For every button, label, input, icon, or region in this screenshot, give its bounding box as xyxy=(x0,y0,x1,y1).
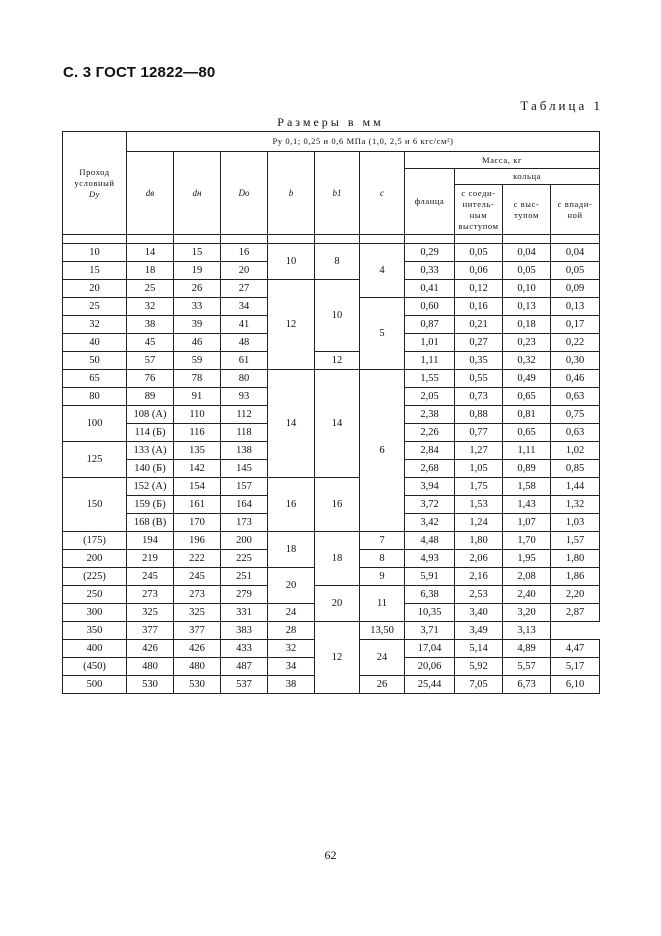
col-header-rings: кольца xyxy=(455,169,600,185)
col-header-c: c xyxy=(360,152,405,235)
cell-mass-flange: 4,48 xyxy=(405,532,455,550)
table-row xyxy=(63,532,600,550)
cell-Do: 251 xyxy=(221,568,268,586)
page-header: С. 3 ГОСТ 12822—80 xyxy=(63,64,216,81)
cell-dv: 377 xyxy=(127,622,174,640)
cell-dn: 426 xyxy=(174,640,221,658)
cell-dn: 46 xyxy=(174,334,221,352)
cell-b1: 24 xyxy=(360,640,405,676)
cell-dn: 196 xyxy=(174,532,221,550)
cell-dn: 19 xyxy=(174,262,221,280)
cell-dy: 125 xyxy=(63,442,127,478)
col-header-dv: dв xyxy=(127,152,174,235)
cell-mass-proj: 0,05 xyxy=(503,262,551,280)
cell-dy: (450) xyxy=(63,658,127,676)
cell-dy: 50 xyxy=(63,352,127,370)
cell-c: 4 xyxy=(360,244,405,298)
cell-dv: 245 xyxy=(127,568,174,586)
cell-dv: 32 xyxy=(127,298,174,316)
cell-dy: 40 xyxy=(63,334,127,352)
cell-mass-conn: 2,16 xyxy=(455,568,503,586)
cell-Do: 383 xyxy=(221,622,268,640)
cell-mass-conn: 0,55 xyxy=(455,370,503,388)
cell-dy: 32 xyxy=(63,316,127,334)
cell-dy: 15 xyxy=(63,262,127,280)
cell-dn: 33 xyxy=(174,298,221,316)
cell-mass-recess: 0,22 xyxy=(551,334,600,352)
col-header-dn: dн xyxy=(174,152,221,235)
cell-Do: 16 xyxy=(221,244,268,262)
cell-dv: 18 xyxy=(127,262,174,280)
cell-b: 12 xyxy=(268,280,315,370)
cell-Do: 433 xyxy=(221,640,268,658)
cell-mass-proj: 1,07 xyxy=(503,514,551,532)
col-header-with-proj: с выс-тупом xyxy=(503,185,551,235)
cell-dv: 57 xyxy=(127,352,174,370)
cell-dy: 250 xyxy=(63,586,127,604)
table-row xyxy=(63,244,600,262)
cell-mass-recess: 2,20 xyxy=(551,586,600,604)
cell-mass-proj: 0,49 xyxy=(503,370,551,388)
cell-mass-proj: 3,20 xyxy=(503,604,551,622)
cell-dy: 350 xyxy=(63,622,127,640)
table-row xyxy=(63,622,600,640)
cell-mass-proj: 3,49 xyxy=(455,622,503,640)
cell-b: 34 xyxy=(268,658,315,676)
cell-mass-conn: 0,06 xyxy=(455,262,503,280)
cell-mass-flange: 0,41 xyxy=(405,280,455,298)
cell-dv: 114 (Б) xyxy=(127,424,174,442)
cell-Do: 118 xyxy=(221,424,268,442)
cell-mass-recess: 0,13 xyxy=(551,298,600,316)
cell-b1: 16 xyxy=(315,478,360,532)
cell-mass-recess: 0,17 xyxy=(551,316,600,334)
cell-dv: 325 xyxy=(127,604,174,622)
cell-mass-conn: 3,71 xyxy=(405,622,455,640)
cell-dv: 219 xyxy=(127,550,174,568)
cell-dy: 65 xyxy=(63,370,127,388)
cell-dv: 89 xyxy=(127,388,174,406)
col-header-flange: фланца xyxy=(405,169,455,235)
cell-mass-proj: 0,10 xyxy=(503,280,551,298)
cell-mass-proj: 1,43 xyxy=(503,496,551,514)
cell-mass-conn: 1,53 xyxy=(455,496,503,514)
cell-mass-flange: 1,01 xyxy=(405,334,455,352)
cell-dv: 14 xyxy=(127,244,174,262)
cell-b: 20 xyxy=(268,568,315,604)
cell-mass-recess: 0,85 xyxy=(551,460,600,478)
cell-dn: 15 xyxy=(174,244,221,262)
cell-dy: 150 xyxy=(63,478,127,532)
cell-mass-flange: 25,44 xyxy=(405,676,455,694)
table-row xyxy=(63,478,600,496)
cell-mass-proj: 0,23 xyxy=(503,334,551,352)
cell-c: 12 xyxy=(315,622,360,694)
cell-mass-conn: 5,92 xyxy=(455,658,503,676)
cell-mass-conn: 0,12 xyxy=(455,280,503,298)
col-header-with-conn: с соеди-нитель-ным выступом xyxy=(455,185,503,235)
cell-dn: 39 xyxy=(174,316,221,334)
cell-dy: 200 xyxy=(63,550,127,568)
table-row xyxy=(63,280,600,298)
cell-mass-conn: 1,24 xyxy=(455,514,503,532)
cell-mass-recess: 2,87 xyxy=(551,604,600,622)
table-caption: Размеры в мм xyxy=(277,115,384,129)
cell-mass-flange: 3,72 xyxy=(405,496,455,514)
cell-mass-proj: 0,04 xyxy=(503,244,551,262)
cell-mass-flange: 0,87 xyxy=(405,316,455,334)
cell-Do: 61 xyxy=(221,352,268,370)
cell-c: 8 xyxy=(360,550,405,568)
cell-mass-recess: 1,03 xyxy=(551,514,600,532)
cell-Do: 112 xyxy=(221,406,268,424)
cell-mass-flange: 3,94 xyxy=(405,478,455,496)
cell-mass-recess: 0,09 xyxy=(551,280,600,298)
cell-Do: 93 xyxy=(221,388,268,406)
cell-mass-conn: 7,05 xyxy=(455,676,503,694)
cell-mass-flange: 0,60 xyxy=(405,298,455,316)
cell-mass-proj: 1,95 xyxy=(503,550,551,568)
cell-mass-conn: 1,75 xyxy=(455,478,503,496)
cell-b1: 26 xyxy=(360,676,405,694)
cell-mass-recess: 4,47 xyxy=(551,640,600,658)
cell-mass-proj: 0,81 xyxy=(503,406,551,424)
cell-mass-conn: 0,05 xyxy=(455,244,503,262)
cell-dn: 116 xyxy=(174,424,221,442)
cell-Do: 173 xyxy=(221,514,268,532)
cell-mass-conn: 1,27 xyxy=(455,442,503,460)
cell-Do: 20 xyxy=(221,262,268,280)
col-header-with-recess: с впади-ной xyxy=(551,185,600,235)
pressure-header: Pу 0,1; 0,25 и 0,6 МПа (1,0, 2,5 и 6 кгс/см²) xyxy=(127,132,600,152)
cell-mass-conn: 3,40 xyxy=(455,604,503,622)
dy-symbol: Dу xyxy=(88,188,101,199)
cell-mass-recess: 0,30 xyxy=(551,352,600,370)
table-row xyxy=(63,586,600,604)
cell-mass-proj: 0,18 xyxy=(503,316,551,334)
cell-mass-flange: 2,38 xyxy=(405,406,455,424)
cell-mass-proj: 0,65 xyxy=(503,424,551,442)
cell-mass-recess: 1,44 xyxy=(551,478,600,496)
cell-mass-recess: 3,13 xyxy=(503,622,551,640)
cell-dy: 500 xyxy=(63,676,127,694)
cell-dn: 170 xyxy=(174,514,221,532)
cell-dn: 222 xyxy=(174,550,221,568)
cell-mass-recess: 0,75 xyxy=(551,406,600,424)
cell-mass-conn: 0,35 xyxy=(455,352,503,370)
cell-mass-conn: 0,77 xyxy=(455,424,503,442)
cell-Do: 225 xyxy=(221,550,268,568)
cell-dy: 100 xyxy=(63,406,127,442)
cell-dn: 59 xyxy=(174,352,221,370)
col-header-passage xyxy=(63,132,127,235)
cell-dv: 140 (Б) xyxy=(127,460,174,478)
cell-mass-proj: 0,32 xyxy=(503,352,551,370)
cell-dn: 110 xyxy=(174,406,221,424)
cell-b: 16 xyxy=(268,478,315,532)
cell-dv: 480 xyxy=(127,658,174,676)
cell-c: 11 xyxy=(360,586,405,622)
cell-mass-proj: 2,08 xyxy=(503,568,551,586)
cell-dv: 152 (А) xyxy=(127,478,174,496)
passage-label: Проход условный xyxy=(74,166,115,188)
cell-dn: 26 xyxy=(174,280,221,298)
cell-mass-proj: 0,13 xyxy=(503,298,551,316)
cell-Do: 279 xyxy=(221,586,268,604)
cell-Do: 138 xyxy=(221,442,268,460)
cell-b1: 12 xyxy=(315,352,360,370)
table-row xyxy=(63,352,600,370)
cell-dn: 325 xyxy=(174,604,221,622)
cell-Do: 157 xyxy=(221,478,268,496)
cell-dn: 480 xyxy=(174,658,221,676)
cell-mass-conn: 1,80 xyxy=(455,532,503,550)
cell-b: 38 xyxy=(268,676,315,694)
cell-mass-conn: 0,21 xyxy=(455,316,503,334)
cell-mass-proj: 0,65 xyxy=(503,388,551,406)
cell-mass-flange: 2,05 xyxy=(405,388,455,406)
cell-dy: 80 xyxy=(63,388,127,406)
cell-Do: 331 xyxy=(221,604,268,622)
cell-mass-recess: 0,63 xyxy=(551,424,600,442)
cell-mass-proj: 2,40 xyxy=(503,586,551,604)
page-number: 62 xyxy=(324,848,337,862)
cell-dv: 530 xyxy=(127,676,174,694)
cell-b1: 14 xyxy=(315,370,360,478)
cell-mass-conn: 1,05 xyxy=(455,460,503,478)
cell-dn: 273 xyxy=(174,586,221,604)
cell-c: 9 xyxy=(360,568,405,586)
cell-dn: 78 xyxy=(174,370,221,388)
cell-mass-flange: 2,26 xyxy=(405,424,455,442)
cell-mass-conn: 0,16 xyxy=(455,298,503,316)
cell-mass-recess: 5,17 xyxy=(551,658,600,676)
cell-dy: 300 xyxy=(63,604,127,622)
cell-Do: 41 xyxy=(221,316,268,334)
cell-Do: 80 xyxy=(221,370,268,388)
cell-dy: (175) xyxy=(63,532,127,550)
cell-mass-flange: 17,04 xyxy=(405,640,455,658)
cell-Do: 34 xyxy=(221,298,268,316)
cell-mass-recess: 0,46 xyxy=(551,370,600,388)
cell-b1: 8 xyxy=(315,244,360,280)
table-label: Таблица 1 xyxy=(520,98,603,113)
cell-mass-recess: 1,02 xyxy=(551,442,600,460)
cell-Do: 27 xyxy=(221,280,268,298)
cell-dy: 10 xyxy=(63,244,127,262)
cell-dv: 76 xyxy=(127,370,174,388)
cell-dn: 530 xyxy=(174,676,221,694)
cell-mass-recess: 1,86 xyxy=(551,568,600,586)
cell-dn: 154 xyxy=(174,478,221,496)
cell-mass-flange: 13,50 xyxy=(360,622,405,640)
cell-mass-flange: 20,06 xyxy=(405,658,455,676)
cell-dv: 159 (Б) xyxy=(127,496,174,514)
cell-b: 14 xyxy=(268,370,315,478)
cell-dy: 20 xyxy=(63,280,127,298)
cell-mass-flange: 5,91 xyxy=(405,568,455,586)
cell-dv: 45 xyxy=(127,334,174,352)
cell-mass-flange: 4,93 xyxy=(405,550,455,568)
cell-mass-recess: 1,32 xyxy=(551,496,600,514)
cell-mass-proj: 1,70 xyxy=(503,532,551,550)
cell-mass-recess: 1,80 xyxy=(551,550,600,568)
cell-mass-conn: 2,06 xyxy=(455,550,503,568)
cell-c: 6 xyxy=(360,370,405,532)
cell-dv: 194 xyxy=(127,532,174,550)
cell-b1: 18 xyxy=(315,532,360,586)
cell-c: 5 xyxy=(360,298,405,370)
cell-mass-proj: 6,73 xyxy=(503,676,551,694)
col-header-Do: Dо xyxy=(221,152,268,235)
cell-c: 7 xyxy=(360,532,405,550)
cell-dy: (225) xyxy=(63,568,127,586)
cell-mass-flange: 6,38 xyxy=(405,586,455,604)
cell-dn: 142 xyxy=(174,460,221,478)
col-header-b: b xyxy=(268,152,315,235)
cell-mass-flange: 2,84 xyxy=(405,442,455,460)
cell-dn: 91 xyxy=(174,388,221,406)
cell-Do: 537 xyxy=(221,676,268,694)
dimensions-table xyxy=(62,131,600,694)
cell-Do: 200 xyxy=(221,532,268,550)
cell-dv: 273 xyxy=(127,586,174,604)
cell-mass-recess: 0,05 xyxy=(551,262,600,280)
cell-mass-proj: 1,58 xyxy=(503,478,551,496)
cell-b: 18 xyxy=(268,532,315,568)
cell-dv: 426 xyxy=(127,640,174,658)
cell-dy: 400 xyxy=(63,640,127,658)
cell-Do: 48 xyxy=(221,334,268,352)
cell-dv: 168 (В) xyxy=(127,514,174,532)
cell-mass-proj: 5,57 xyxy=(503,658,551,676)
cell-mass-flange: 10,35 xyxy=(405,604,455,622)
cell-mass-flange: 2,68 xyxy=(405,460,455,478)
cell-Do: 164 xyxy=(221,496,268,514)
cell-mass-recess: 6,10 xyxy=(551,676,600,694)
cell-mass-flange: 1,11 xyxy=(405,352,455,370)
cell-mass-conn: 0,27 xyxy=(455,334,503,352)
cell-mass-conn: 0,88 xyxy=(455,406,503,424)
cell-mass-flange: 1,55 xyxy=(405,370,455,388)
cell-b1: 10 xyxy=(315,280,360,352)
cell-dv: 25 xyxy=(127,280,174,298)
cell-dn: 135 xyxy=(174,442,221,460)
cell-dv: 133 (А) xyxy=(127,442,174,460)
cell-b: 28 xyxy=(268,622,315,640)
cell-dy: 25 xyxy=(63,298,127,316)
cell-b: 10 xyxy=(268,244,315,280)
cell-dn: 377 xyxy=(174,622,221,640)
cell-mass-flange: 0,29 xyxy=(405,244,455,262)
cell-mass-recess: 1,57 xyxy=(551,532,600,550)
cell-b: 24 xyxy=(268,604,315,622)
cell-mass-proj: 0,89 xyxy=(503,460,551,478)
cell-mass-proj: 4,89 xyxy=(503,640,551,658)
cell-dv: 38 xyxy=(127,316,174,334)
cell-mass-conn: 5,14 xyxy=(455,640,503,658)
col-header-mass: Масса, кг xyxy=(405,152,600,169)
cell-mass-flange: 0,33 xyxy=(405,262,455,280)
cell-mass-recess: 0,04 xyxy=(551,244,600,262)
cell-b: 32 xyxy=(268,640,315,658)
cell-mass-conn: 0,73 xyxy=(455,388,503,406)
table-row xyxy=(63,370,600,388)
cell-b1: 20 xyxy=(315,586,360,622)
cell-dn: 161 xyxy=(174,496,221,514)
cell-mass-recess: 0,63 xyxy=(551,388,600,406)
col-header-b1: b1 xyxy=(315,152,360,235)
cell-mass-proj: 1,11 xyxy=(503,442,551,460)
cell-Do: 145 xyxy=(221,460,268,478)
cell-mass-flange: 3,42 xyxy=(405,514,455,532)
cell-Do: 487 xyxy=(221,658,268,676)
cell-dv: 108 (А) xyxy=(127,406,174,424)
cell-dn: 245 xyxy=(174,568,221,586)
cell-mass-conn: 2,53 xyxy=(455,586,503,604)
